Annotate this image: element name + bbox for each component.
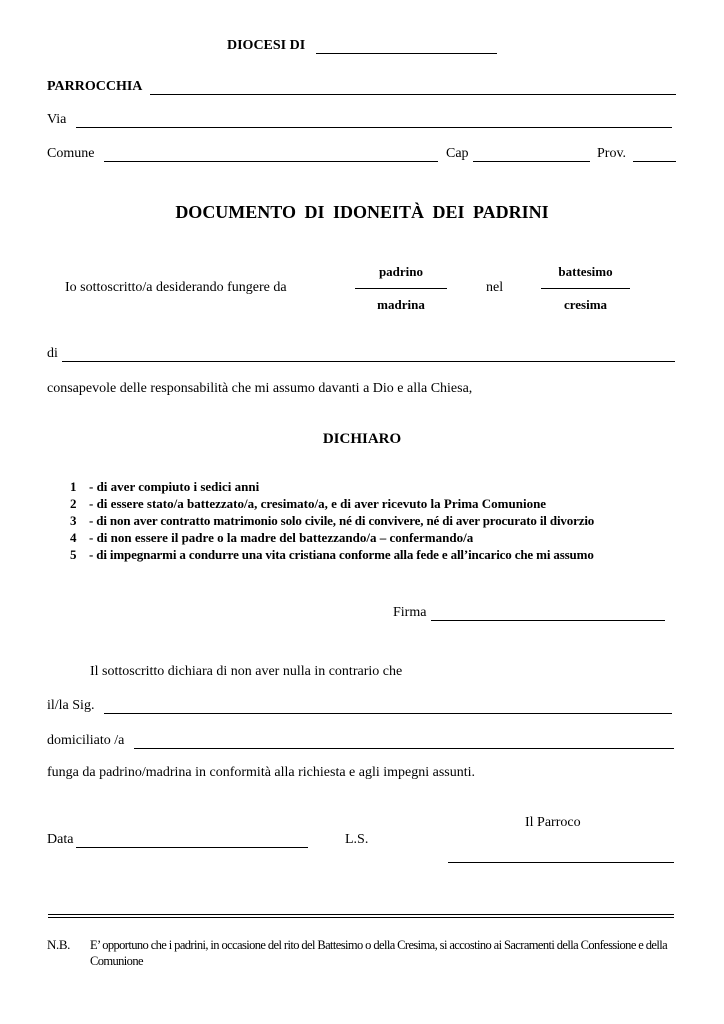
separator-bottom bbox=[48, 917, 674, 918]
comune-blank[interactable] bbox=[104, 161, 438, 162]
prov-label: Prov. bbox=[597, 146, 627, 161]
awareness-text: consapevole delle responsabilità che mi assumo davanti a Dio e alla Chiesa, bbox=[47, 381, 473, 396]
item-number: 1 bbox=[70, 479, 77, 494]
option-cresima[interactable]: cresima bbox=[563, 297, 608, 312]
option-padrino[interactable]: padrino bbox=[378, 264, 424, 279]
separator-top bbox=[48, 914, 674, 915]
diocesi-blank[interactable] bbox=[316, 53, 497, 54]
item-number: 3 bbox=[70, 513, 77, 528]
note-text: E’ opportuno che i padrini, in occasione del rito del Battesimo o della Cresima, si accostino ai Sacramenti della Confessione e della Comunione bbox=[90, 938, 668, 968]
role-intro: Io sottoscritto/a desiderando fungere da bbox=[65, 280, 287, 295]
fraction-line-role bbox=[355, 288, 447, 289]
cap-blank[interactable] bbox=[473, 161, 590, 162]
sig-blank[interactable] bbox=[104, 713, 672, 714]
data-label: Data bbox=[47, 832, 74, 847]
item-number: 2 bbox=[70, 496, 77, 511]
parroco-label: Il Parroco bbox=[525, 815, 581, 830]
firma-label: Firma bbox=[393, 605, 427, 620]
note-label: N.B. bbox=[47, 937, 70, 952]
list-item bbox=[70, 479, 259, 495]
parrocchia-label: PARROCCHIA bbox=[47, 79, 143, 94]
list-item bbox=[70, 547, 594, 563]
parrocchia-blank[interactable] bbox=[150, 94, 676, 95]
option-battesimo[interactable]: battesimo bbox=[558, 264, 613, 279]
parroco-signature-line[interactable] bbox=[448, 862, 674, 863]
list-item bbox=[70, 530, 473, 546]
diocesi-field bbox=[227, 38, 305, 54]
item-text: - di impegnarmi a condurre una vita cristiana conforme alla fede e all’incarico che mi assumo bbox=[89, 547, 594, 562]
item-text: - di essere stato/a battezzato/a, cresimato/a, e di aver ricevuto la Prima Comunione bbox=[89, 496, 547, 511]
parroco-declaration: Il sottoscritto dichiara di non aver nulla in contrario che bbox=[90, 664, 403, 679]
fraction-line-sacrament bbox=[541, 288, 630, 289]
list-item bbox=[70, 513, 594, 529]
prov-blank[interactable] bbox=[633, 161, 676, 162]
cap-label: Cap bbox=[446, 146, 469, 161]
domiciliato-blank[interactable] bbox=[134, 748, 674, 749]
di-blank[interactable] bbox=[62, 361, 675, 362]
nel-label: nel bbox=[486, 280, 504, 295]
domiciliato-label: domiciliato /a bbox=[47, 733, 125, 748]
diocesi-label: DIOCESI DI bbox=[227, 38, 306, 53]
di-label: di bbox=[47, 346, 58, 361]
data-blank[interactable] bbox=[76, 847, 308, 848]
item-number: 4 bbox=[70, 530, 77, 545]
item-text: - di aver compiuto i sedici anni bbox=[89, 479, 260, 494]
item-number: 5 bbox=[70, 547, 77, 562]
document-title: DOCUMENTO DI IDONEITÀ DEI PADRINI bbox=[175, 202, 549, 222]
via-blank[interactable] bbox=[76, 127, 672, 128]
ls-label: L.S. bbox=[345, 832, 369, 847]
list-item bbox=[70, 496, 546, 512]
conformity-text: funga da padrino/madrina in conformità alla richiesta e agli impegni assunti. bbox=[47, 765, 476, 780]
item-text: - di non essere il padre o la madre del battezzando/a – confermando/a bbox=[89, 530, 474, 545]
option-madrina[interactable]: madrina bbox=[377, 297, 425, 312]
comune-label: Comune bbox=[47, 146, 95, 161]
firma-signature-line[interactable] bbox=[431, 620, 665, 621]
via-label: Via bbox=[47, 112, 67, 127]
dichiaro-heading: DICHIARO bbox=[322, 431, 402, 447]
sig-label: il/la Sig. bbox=[47, 698, 95, 713]
item-text: - di non aver contratto matrimonio solo civile, né di convivere, né di aver procurato il divorzio bbox=[89, 513, 595, 528]
